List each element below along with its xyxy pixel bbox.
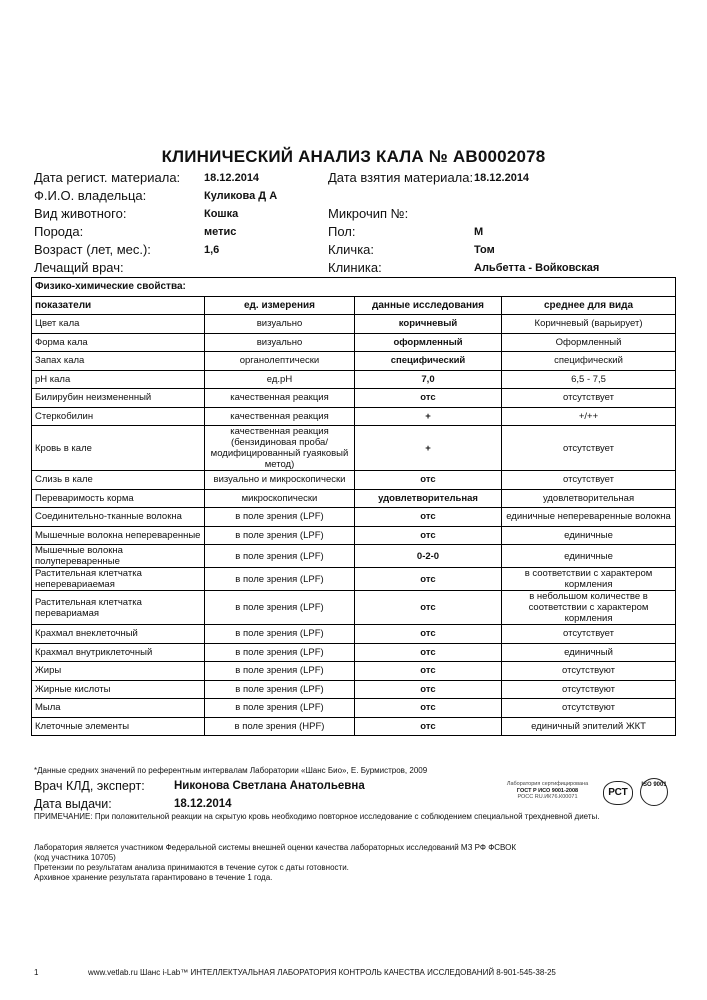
- row-norm: отсутствует: [502, 426, 676, 471]
- lab-info: [34, 843, 654, 883]
- lab-info-line: Архивное хранение результата гарантировано в течение 1 года.: [34, 873, 273, 882]
- breed-value: метис: [204, 226, 237, 238]
- reference-footnote: *Данные средних значений по референтным интервалам Лаборатории «Шанс Био», Е. Бурмистров, 2009: [34, 766, 428, 775]
- row-parameter: Билирубин неизмененный: [32, 389, 205, 408]
- row-norm: Оформленный: [502, 333, 676, 352]
- row-norm: отсутствуют: [502, 680, 676, 699]
- row-parameter: Крахмал внеклеточный: [32, 625, 205, 644]
- table-row: [32, 568, 676, 591]
- table-row: [32, 489, 676, 508]
- row-parameter: Мышечные волокна непереваренные: [32, 526, 205, 545]
- species-label: Вид животного:: [34, 206, 127, 221]
- row-unit: в поле зрения (LPF): [205, 545, 355, 568]
- header-result: данные исследования: [355, 296, 502, 315]
- table-row: [32, 717, 676, 736]
- pct-seal-icon: РСТ: [603, 781, 633, 805]
- row-unit: визуально: [205, 333, 355, 352]
- table-row: [32, 471, 676, 490]
- table-row: [32, 333, 676, 352]
- row-parameter: pH кала: [32, 370, 205, 389]
- clinic-value: Альбетта - Войковская: [474, 262, 600, 274]
- sample-date-value: 18.12.2014: [474, 172, 530, 184]
- lab-info-line: Претензии по результатам анализа принимаются в течение суток с даты готовности.: [34, 863, 349, 872]
- owner-label: Ф.И.О. владельца:: [34, 188, 147, 203]
- row-norm: Коричневый (варьирует): [502, 315, 676, 334]
- row-parameter: Клеточные элементы: [32, 717, 205, 736]
- header-unit: ед. измерения: [205, 296, 355, 315]
- row-result: отс: [355, 643, 502, 662]
- row-norm: единичный эпителий ЖКТ: [502, 717, 676, 736]
- row-norm: в соответствии с характером кормления: [502, 568, 676, 591]
- row-unit: в поле зрения (LPF): [205, 568, 355, 591]
- header-norm: среднее для вида: [502, 296, 676, 315]
- info-row-owner: [34, 188, 674, 206]
- row-result: отс: [355, 508, 502, 527]
- section-title: Физико-химические свойства:: [32, 278, 676, 297]
- row-parameter: Растительная клетчатка неперевариаемая: [32, 568, 205, 591]
- page-title: КЛИНИЧЕСКИЙ АНАЛИЗ КАЛА № AB0002078: [161, 147, 546, 166]
- row-unit: в поле зрения (LPF): [205, 508, 355, 527]
- row-unit: в поле зрения (LPF): [205, 526, 355, 545]
- sample-date-label: Дата взятия материала:: [328, 170, 474, 185]
- table-row: [32, 370, 676, 389]
- breed-label: Порода:: [34, 224, 84, 239]
- table-row: [32, 625, 676, 644]
- row-parameter: Мышечные волокна полупереваренные: [32, 545, 205, 568]
- row-parameter: Соединительно-тканные волокна: [32, 508, 205, 527]
- row-parameter: Кровь в кале: [32, 426, 205, 471]
- row-result: +: [355, 407, 502, 426]
- info-row-species: [34, 206, 674, 224]
- row-norm: отсутствует: [502, 389, 676, 408]
- row-unit: ед.pH: [205, 370, 355, 389]
- row-result: отс: [355, 389, 502, 408]
- row-parameter: Мыла: [32, 699, 205, 718]
- row-unit: в поле зрения (HPF): [205, 717, 355, 736]
- row-norm: +/++: [502, 407, 676, 426]
- footer-text: www.vetlab.ru Шанс i-Lab™ ИНТЕЛЛЕКТУАЛЬНАЯ ЛАБОРАТОРИЯ КОНТРОЛЬ КАЧЕСТВА ИССЛЕДОВАНИЙ 8-901-545-38-25: [88, 968, 556, 977]
- table-row: [32, 426, 676, 471]
- header-row: [32, 296, 676, 315]
- info-row-age: [34, 242, 674, 260]
- chip-label: Микрочип №:: [328, 206, 409, 221]
- row-parameter: Крахмал внутриклеточный: [32, 643, 205, 662]
- row-result: отс: [355, 699, 502, 718]
- row-parameter: Запах кала: [32, 352, 205, 371]
- issue-date-row: [34, 797, 232, 811]
- table-row: [32, 352, 676, 371]
- row-parameter: Цвет кала: [32, 315, 205, 334]
- row-norm: удовлетворительная: [502, 489, 676, 508]
- row-result: отс: [355, 526, 502, 545]
- results-table: [31, 277, 676, 736]
- results-body: [32, 315, 676, 736]
- row-unit: визуально и микроскопически: [205, 471, 355, 490]
- row-unit: в поле зрения (LPF): [205, 662, 355, 681]
- page-number: 1: [34, 968, 39, 977]
- row-parameter: Стеркобилин: [32, 407, 205, 426]
- cert-line: ГОСТ Р ИСО 9001-2008: [516, 787, 579, 794]
- cert-line: Лаборатория сертифицирована: [506, 781, 589, 787]
- row-norm: отсутствуют: [502, 662, 676, 681]
- row-norm: единичные: [502, 526, 676, 545]
- info-row-breed: [34, 224, 674, 242]
- nickname-value: Том: [474, 244, 495, 256]
- nickname-label: Кличка:: [328, 242, 375, 257]
- row-norm: в небольшом количестве в соответствии с характером кормления: [502, 591, 676, 625]
- row-parameter: Жирные кислоты: [32, 680, 205, 699]
- table-row: [32, 526, 676, 545]
- row-result: отс: [355, 717, 502, 736]
- row-parameter: Растительная клетчатка перевариамая: [32, 591, 205, 625]
- row-norm: 6,5 - 7,5: [502, 370, 676, 389]
- row-result: оформленный: [355, 333, 502, 352]
- owner-value: Куликова Д А: [204, 190, 278, 202]
- age-value: 1,6: [204, 244, 220, 256]
- cert-line: РОСС RU.ИК76.К00071: [517, 794, 578, 800]
- reg-date-label: Дата регист. материала:: [34, 170, 181, 185]
- row-unit: в поле зрения (LPF): [205, 680, 355, 699]
- row-result: отс: [355, 471, 502, 490]
- sex-value: М: [474, 226, 484, 238]
- table-row: [32, 662, 676, 681]
- row-result: отс: [355, 591, 502, 625]
- info-row-clinic: [34, 260, 674, 278]
- row-result: отс: [355, 625, 502, 644]
- row-norm: отсутствует: [502, 471, 676, 490]
- row-norm: единичный: [502, 643, 676, 662]
- table-row: [32, 643, 676, 662]
- note: ПРИМЕЧАНИЕ: При положительной реакции на скрытую кровь необходимо повторное исследование с соблюдением специальной трехдневной диеты.: [34, 812, 600, 821]
- row-unit: визуально: [205, 315, 355, 334]
- row-unit: микроскопически: [205, 489, 355, 508]
- certification-block: [490, 781, 605, 801]
- reg-date-value: 18.12.2014: [204, 172, 260, 184]
- row-parameter: Слизь в кале: [32, 471, 205, 490]
- row-unit: в поле зрения (LPF): [205, 591, 355, 625]
- lab-info-line: Лаборатория является участником Федеральной системы внешней оценки качества лабораторных исследований МЗ РФ ФСВОК: [34, 843, 517, 852]
- row-norm: отсутствуют: [502, 699, 676, 718]
- row-result: отс: [355, 680, 502, 699]
- row-unit: органолептически: [205, 352, 355, 371]
- clinic-label: Клиника:: [328, 260, 382, 275]
- row-result: специфический: [355, 352, 502, 371]
- row-result: отс: [355, 568, 502, 591]
- row-norm: специфический: [502, 352, 676, 371]
- row-unit: качественная реакция: [205, 407, 355, 426]
- row-norm: отсутствует: [502, 625, 676, 644]
- row-unit: в поле зрения (LPF): [205, 625, 355, 644]
- info-row-dates: [34, 170, 674, 188]
- table-row: [32, 315, 676, 334]
- table-row: [32, 508, 676, 527]
- row-parameter: Форма кала: [32, 333, 205, 352]
- doctor-row: [34, 779, 365, 793]
- issue-date-value: 18.12.2014: [174, 798, 232, 810]
- sex-label: Пол:: [328, 224, 356, 239]
- row-norm: единичные: [502, 545, 676, 568]
- section-row: [32, 278, 676, 297]
- header-parameter: показатели: [32, 296, 205, 315]
- row-unit: качественная реакция (бензидиновая проба/модифицированный гуаяковый метод): [205, 426, 355, 471]
- row-unit: качественная реакция: [205, 389, 355, 408]
- row-result: +: [355, 426, 502, 471]
- doctor-value: Никонова Светлана Анатольевна: [174, 780, 365, 792]
- row-norm: единичные непереваренные волокна: [502, 508, 676, 527]
- row-unit: в поле зрения (LPF): [205, 699, 355, 718]
- issue-date-label: Дата выдачи:: [34, 797, 112, 811]
- species-value: Кошка: [204, 208, 239, 220]
- vet-label: Лечащий врач:: [34, 260, 124, 275]
- table-row: [32, 680, 676, 699]
- table-row: [32, 699, 676, 718]
- table-row: [32, 407, 676, 426]
- row-result: удовлетворительная: [355, 489, 502, 508]
- lab-info-line: (код участника 10705): [34, 853, 116, 862]
- row-parameter: Жиры: [32, 662, 205, 681]
- table-row: [32, 545, 676, 568]
- iso-seal-icon: ISO 9001: [640, 778, 668, 806]
- row-unit: в поле зрения (LPF): [205, 643, 355, 662]
- row-result: отс: [355, 662, 502, 681]
- age-label: Возраст (лет, мес.):: [34, 242, 151, 257]
- table-row: [32, 591, 676, 625]
- table-row: [32, 389, 676, 408]
- row-result: коричневый: [355, 315, 502, 334]
- row-result: 0-2-0: [355, 545, 502, 568]
- patient-info: [34, 170, 674, 278]
- row-parameter: Переваримость корма: [32, 489, 205, 508]
- row-result: 7,0: [355, 370, 502, 389]
- doctor-label: Врач КЛД, эксперт:: [34, 779, 145, 793]
